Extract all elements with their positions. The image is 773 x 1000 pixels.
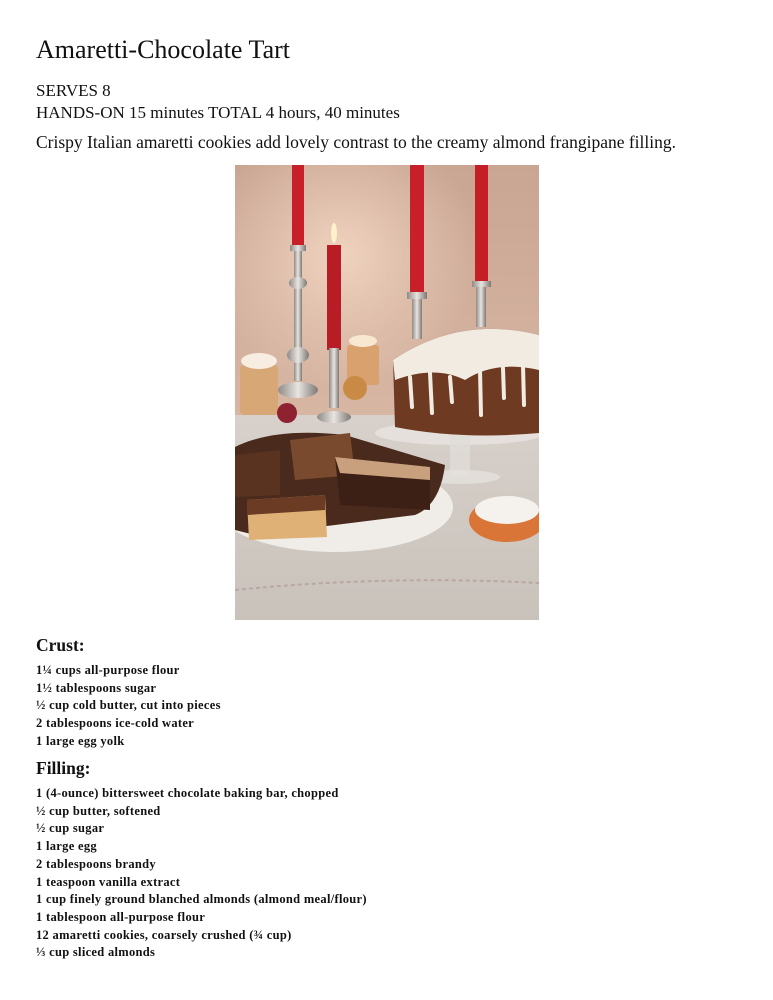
- recipe-intro: Crispy Italian amaretti cookies add lovely contrast to the creamy almond frangipane filling.: [36, 132, 677, 152]
- crust-ingredient-list: [36, 662, 221, 751]
- list-item: 1 (4-ounce) bittersweet chocolate baking bar, chopped: [36, 786, 339, 800]
- crust-heading: Crust:: [36, 635, 85, 655]
- list-item: ½ cup sugar: [36, 821, 105, 836]
- recipe-header: [36, 34, 736, 153]
- recipe-photo: [235, 165, 539, 620]
- list-item: 2 tablespoons ice-cold water: [36, 716, 195, 731]
- list-item: 1 tablespoon all-purpose flour: [36, 909, 206, 924]
- recipe-title: Amaretti-Chocolate Tart: [36, 35, 290, 64]
- list-item: ⅓ cup sliced almonds: [36, 945, 156, 960]
- list-item: 1 large egg yolk: [36, 733, 125, 748]
- list-item: ½ cup butter, softened: [36, 803, 161, 818]
- filling-ingredient-list: [36, 785, 367, 962]
- list-item: 1¼ cups all-purpose flour: [36, 663, 180, 677]
- list-item: 12 amaretti cookies, coarsely crushed (¾ cup): [36, 927, 292, 942]
- list-item: 1½ tablespoons sugar: [36, 680, 157, 695]
- list-item: ½ cup cold butter, cut into pieces: [36, 698, 221, 713]
- list-item: 1 cup finely ground blanched almonds (almond meal/flour): [36, 892, 367, 907]
- list-item: 1 large egg: [36, 839, 97, 854]
- times-line: HANDS-ON 15 minutes TOTAL 4 hours, 40 minutes: [36, 103, 400, 122]
- list-item: 1 teaspoon vanilla extract: [36, 874, 181, 889]
- list-item: 2 tablespoons brandy: [36, 856, 156, 871]
- serves-line: SERVES 8: [36, 81, 111, 100]
- filling-heading: Filling:: [36, 758, 91, 778]
